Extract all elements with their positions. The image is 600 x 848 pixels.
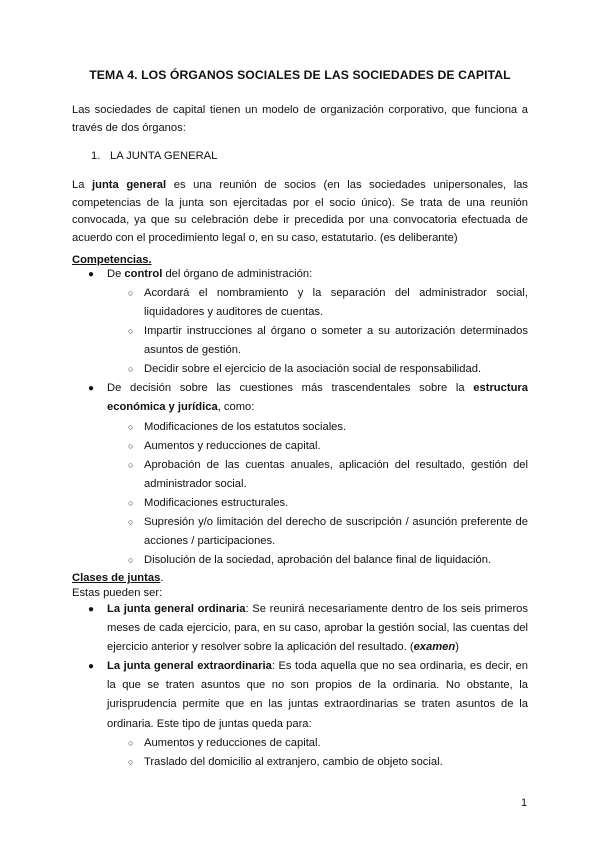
bullet-decision: ● De decisión sobre las cuestiones más trascendentales sobre la estructura económica y jurídica, como: [107,379,528,417]
circle-bullet-icon: ○ [128,441,134,451]
circle-bullet-icon: ○ [128,326,134,336]
list-item: ○ Supresión y/o limitación del derecho de suscripción / asunción preferente de acciones / participaciones. [144,513,528,551]
bullet-icon: ● [88,383,95,394]
list-item: ○ Disolución de la sociedad, aprobación del balance final de liquidación. [144,551,528,570]
clases-heading-line: Clases de juntas. [72,572,164,584]
intro-paragraph: Las sociedades de capital tienen un modelo de organización corporativo, que funciona a través de dos órganos: [72,104,528,134]
circle-bullet-icon: ○ [128,555,134,565]
circle-bullet-icon: ○ [128,738,134,748]
circle-bullet-icon: ○ [128,364,134,374]
bullet-icon: ● [88,604,95,615]
list-item: ○ Impartir instrucciones al órgano o someter a su autorización determinados asuntos de gestión. [144,322,528,360]
list-item: ○ Aprobación de las cuentas anuales, aplicación del resultado, gestión del administrador social. [144,456,528,494]
bullet-icon: ● [88,269,95,280]
circle-bullet-icon: ○ [128,757,134,767]
bullet-junta-ordinaria: ● La junta general ordinaria: Se reunirá necesariamente dentro de los seis primeros meses de cada ejercicio, para, en su caso, aprobar la gestión social, las cuentas del ejercicio anterior y resolver sobre la aplicación del resultado. (examen) [107,600,528,658]
circle-bullet-icon: ○ [128,498,134,508]
list-item: ○ Acordará el nombramiento y la separación del administrador social, liquidadores y auditores de cuentas. [144,284,528,322]
list-item: ○ Traslado del domicilio al extranjero, cambio de objeto social. [144,753,528,772]
circle-bullet-icon: ○ [128,517,134,527]
document-title: TEMA 4. LOS ÓRGANOS SOCIALES DE LAS SOCIEDADES DE CAPITAL [89,68,511,82]
junta-general-paragraph: La junta general es una reunión de socios (en las sociedades unipersonales, las competencias de la junta son ejercitadas por el socio único). Se trata de una reunión convocada, ya que su celebración debe ir precedida por una convocatoria efectuada de acuerdo con el procedimiento legal o, en su caso, estatutario. (es deliberante) [72,179,528,244]
circle-bullet-icon: ○ [128,460,134,470]
list-item: ○ Modificaciones de los estatutos sociales. [144,418,528,437]
examen-tag: examen [413,641,456,654]
list-item: ○ Modificaciones estructurales. [144,494,528,513]
list-item: ○ Decidir sobre el ejercicio de la asociación social de responsabilidad. [144,360,528,379]
bullet-icon: ● [88,661,95,672]
section-number: 1. [91,150,101,162]
circle-bullet-icon: ○ [128,422,134,432]
section-label: LA JUNTA GENERAL [110,150,218,162]
circle-bullet-icon: ○ [128,288,134,298]
clases-intro: Estas pueden ser: [72,587,163,599]
competencias-heading: Competencias. [72,254,152,266]
section-heading-junta-general [91,150,217,162]
bullet-junta-extraordinaria: ● La junta general extraordinaria: Es toda aquella que no sea ordinaria, es decir, en la que se traten asuntos que no son propios de la ordinaria. No obstante, la jurisprudencia permite que en las juntas extraordinarias se traten asuntos de la ordinaria. Este tipo de juntas queda para: [107,657,528,734]
page-number: 1 [521,797,528,809]
clases-heading: Clases de juntas [72,572,161,584]
bullet-control: ● De control del órgano de administración: [107,265,528,284]
list-item: ○ Aumentos y reducciones de capital. [144,734,528,753]
junta-general-term: junta general [92,179,167,191]
list-item: ○ Aumentos y reducciones de capital. [144,437,528,456]
